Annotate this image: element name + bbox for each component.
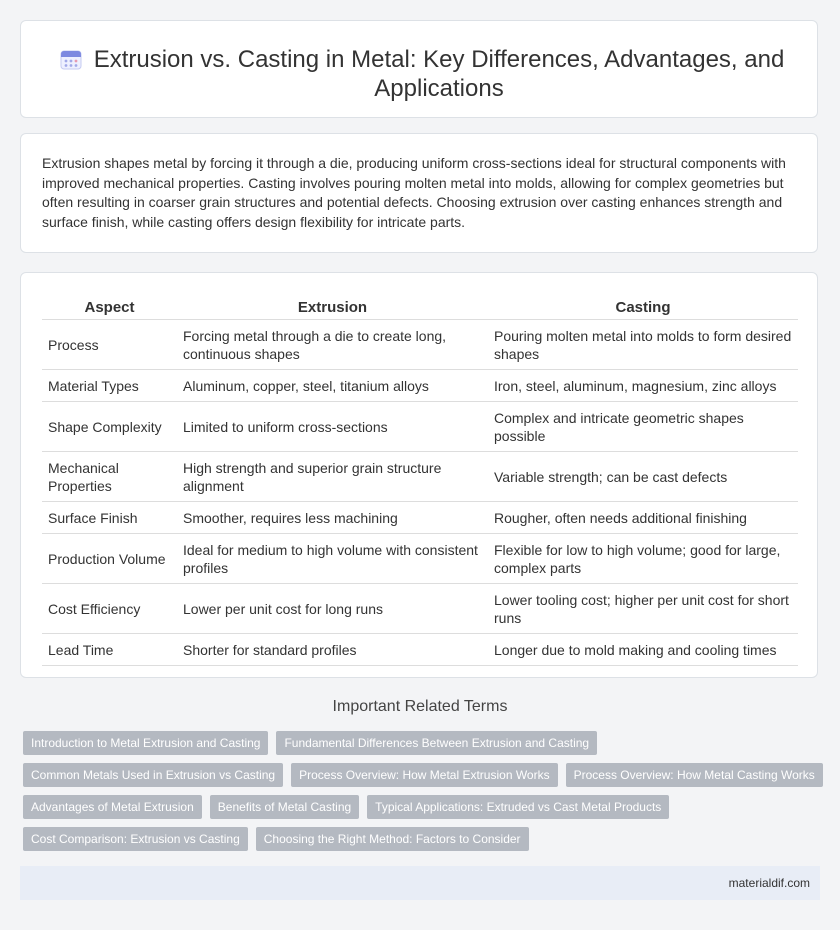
table-cell: Limited to uniform cross-sections [177, 402, 488, 452]
calendar-icon [59, 47, 83, 71]
footer [20, 866, 820, 900]
title-card [20, 20, 818, 118]
table-row [42, 584, 798, 634]
table-cell: Pouring molten metal into molds to form desired shapes [488, 320, 798, 370]
related-term-tag[interactable]: Choosing the Right Method: Factors to Consider [256, 827, 529, 851]
table-row [42, 534, 798, 584]
table-cell: Cost Efficiency [42, 584, 177, 634]
header-casting: Casting [488, 295, 798, 320]
related-term-tag[interactable]: Process Overview: How Metal Casting Works [566, 763, 823, 787]
table-cell: Production Volume [42, 534, 177, 584]
table-row [42, 320, 798, 370]
page-title: Extrusion vs. Casting in Metal: Key Differences, Advantages, and Applications [93, 46, 785, 102]
related-term-tag[interactable]: Common Metals Used in Extrusion vs Casting [23, 763, 283, 787]
table-cell: Lead Time [42, 634, 177, 666]
table-row [42, 502, 798, 534]
table-cell: Shape Complexity [42, 402, 177, 452]
table-cell: Forcing metal through a die to create long, continuous shapes [177, 320, 488, 370]
table-cell: Variable strength; can be cast defects [488, 452, 798, 502]
table-cell: Process [42, 320, 177, 370]
table-row [42, 634, 798, 666]
related-term-tag[interactable]: Typical Applications: Extruded vs Cast Metal Products [367, 795, 669, 819]
table-cell: Lower tooling cost; higher per unit cost for short runs [488, 584, 798, 634]
related-term-tag[interactable]: Cost Comparison: Extrusion vs Casting [23, 827, 248, 851]
related-terms-list [23, 731, 823, 859]
table-cell: High strength and superior grain structure alignment [177, 452, 488, 502]
table-cell: Lower per unit cost for long runs [177, 584, 488, 634]
related-term-tag[interactable]: Advantages of Metal Extrusion [23, 795, 202, 819]
header-aspect: Aspect [42, 295, 177, 320]
header-extrusion: Extrusion [177, 295, 488, 320]
table-cell: Surface Finish [42, 502, 177, 534]
related-terms-title: Important Related Terms [332, 698, 508, 715]
table-row [42, 370, 798, 402]
table-cell: Material Types [42, 370, 177, 402]
table-row [42, 452, 798, 502]
table-row [42, 402, 798, 452]
table-cell: Iron, steel, aluminum, magnesium, zinc alloys [488, 370, 798, 402]
intro-card [20, 133, 818, 253]
comparison-table-card [20, 272, 818, 678]
related-term-tag[interactable]: Benefits of Metal Casting [210, 795, 359, 819]
table-cell: Smoother, requires less machining [177, 502, 488, 534]
table-cell: Flexible for low to high volume; good for large, complex parts [488, 534, 798, 584]
table-cell: Ideal for medium to high volume with consistent profiles [177, 534, 488, 584]
table-cell: Rougher, often needs additional finishing [488, 502, 798, 534]
table-cell: Longer due to mold making and cooling times [488, 634, 798, 666]
related-term-tag[interactable]: Introduction to Metal Extrusion and Casting [23, 731, 268, 755]
table-cell: Shorter for standard profiles [177, 634, 488, 666]
related-term-tag[interactable]: Fundamental Differences Between Extrusion and Casting [276, 731, 597, 755]
table-header-row [42, 295, 798, 320]
intro-text: Extrusion shapes metal by forcing it through a die, producing uniform cross-sections ideal for structural components with improved mechanical properties. Casting involves pouring molten metal into molds, allowing for complex geometries but often resulting in coarser grain structures and potential defects. Choosing extrusion over casting enhances strength and surface finish, while casting offers design flexibility for intricate parts. [42, 155, 786, 230]
related-term-tag[interactable]: Process Overview: How Metal Extrusion Works [291, 763, 558, 787]
comparison-table [42, 295, 798, 666]
table-cell: Complex and intricate geometric shapes possible [488, 402, 798, 452]
footer-site-link[interactable]: materialdif.com [728, 876, 810, 890]
table-cell: Aluminum, copper, steel, titanium alloys [177, 370, 488, 402]
table-cell: Mechanical Properties [42, 452, 177, 502]
